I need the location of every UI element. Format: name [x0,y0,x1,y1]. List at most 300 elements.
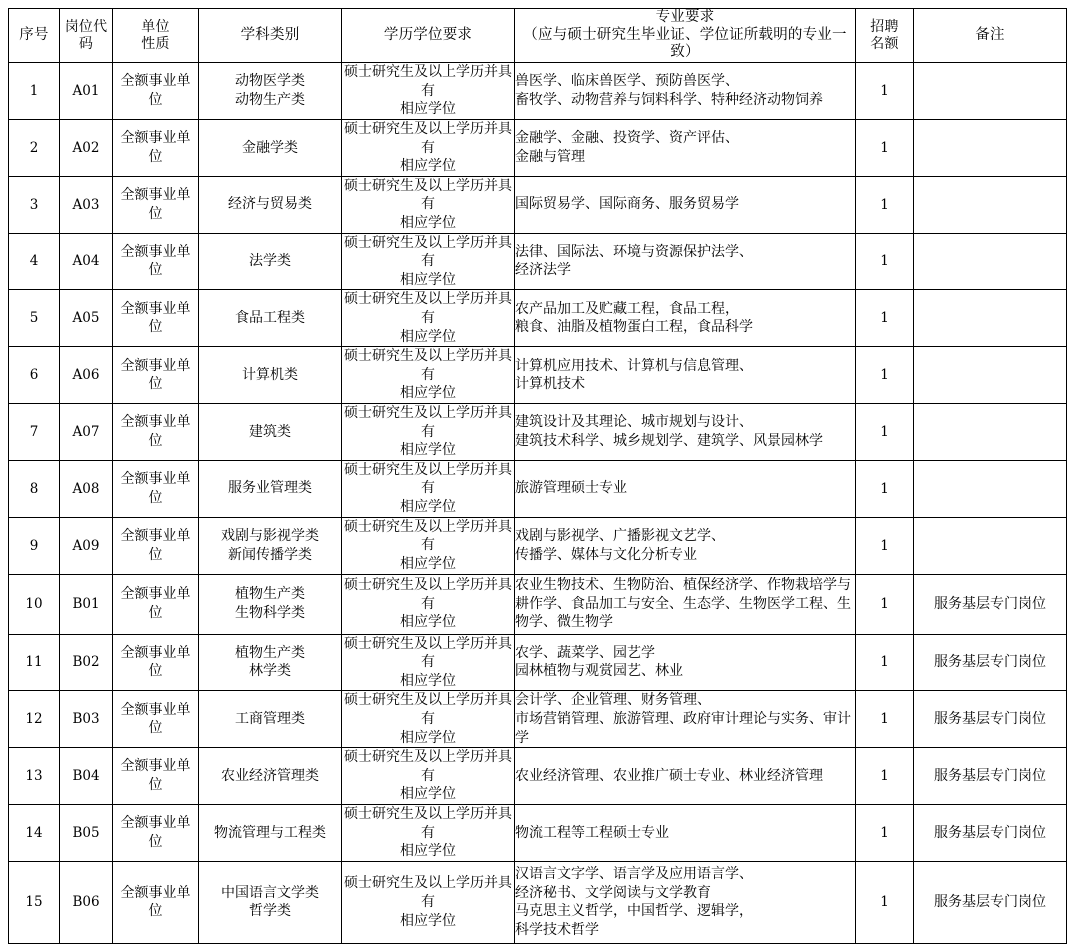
cell-degree-requirement [342,176,515,233]
table-header-row [9,9,1067,63]
cell-discipline [199,517,342,574]
cell-degree-requirement-line: 相应学位 [400,729,456,746]
cell-position-code-line: B04 [72,768,100,785]
cell-recruit-quota-line: 1 [880,894,889,911]
cell-unit-nature-line: 位 [148,148,163,165]
cell-discipline-line: 建筑类 [249,423,291,440]
cell-recruit-quota-line: 1 [880,253,889,270]
column-header-code-line1: 岗位代 [64,19,108,36]
cell-position-code [60,634,113,691]
cell-discipline [199,233,342,290]
column-header-code [60,9,113,63]
cell-degree-requirement [342,634,515,691]
cell-position-code-line: A08 [72,480,100,497]
cell-major-requirement-line: 畜牧学、动物营养与饲料科学、特种经济动物饲养 [515,91,823,108]
cell-unit-nature [113,176,199,233]
cell-unit-nature-line: 全额事业单 [120,130,191,147]
cell-remark [914,574,1067,634]
cell-unit-nature [113,748,199,805]
cell-recruit-quota-line: 1 [880,423,889,440]
cell-major-requirement-line: 马克思主义哲学，中国哲学、逻辑学， [515,903,753,920]
cell-degree-requirement-line: 硕士研究生及以上学历并具有 [344,875,512,911]
cell-sequence-number-line: 10 [25,596,43,613]
table-row [9,460,1067,517]
cell-degree-requirement [342,861,515,943]
recruitment-positions-table [8,8,1067,944]
cell-unit-nature-line: 全额事业单 [120,300,191,317]
cell-unit-nature-line: 位 [148,91,163,108]
recruitment-table-sheet [8,8,1066,944]
cell-unit-nature-line: 位 [148,546,163,563]
column-header-major [515,9,856,63]
cell-position-code-line: B02 [72,654,100,671]
cell-sequence-number [9,404,60,461]
cell-degree-requirement [342,404,515,461]
cell-unit-nature-line: 全额事业单 [120,187,191,204]
table-row [9,861,1067,943]
cell-position-code-line: B06 [72,894,100,911]
cell-degree-requirement-line: 相应学位 [400,328,456,345]
table-row [9,634,1067,691]
cell-degree-requirement-line: 硕士研究生及以上学历并具有 [344,806,512,841]
cell-degree-requirement-line: 硕士研究生及以上学历并具有 [344,461,512,497]
cell-degree-requirement-line: 相应学位 [400,385,456,402]
cell-remark-line: 服务基层专门岗位 [934,894,1046,911]
cell-unit-nature [113,460,199,517]
cell-position-code [60,176,113,233]
cell-sequence-number-line: 3 [29,196,39,213]
cell-discipline [199,119,342,176]
cell-position-code [60,233,113,290]
cell-recruit-quota [856,233,914,290]
cell-degree-requirement-line: 相应学位 [400,786,456,803]
cell-recruit-quota [856,861,914,943]
cell-degree-requirement [342,574,515,634]
cell-sequence-number [9,233,60,290]
cell-position-code-line: A04 [72,253,100,270]
cell-recruit-quota-line: 1 [880,596,889,613]
table-row [9,691,1067,748]
cell-unit-nature-line: 位 [148,489,163,506]
table-row [9,63,1067,120]
cell-recruit-quota-line: 1 [880,82,889,99]
cell-major-requirement-line: 会计学、企业管理、财务管理、 [515,692,711,709]
cell-major-requirement-line: 戏剧与影视学、广播影视文艺学、 [515,527,725,544]
cell-recruit-quota [856,347,914,404]
cell-degree-requirement-line: 硕士研究生及以上学历并具有 [344,749,512,784]
cell-remark [914,347,1067,404]
cell-unit-nature [113,861,199,943]
cell-discipline [199,691,342,748]
cell-sequence-number-line: 6 [29,367,39,384]
cell-unit-nature-line: 全额事业单 [120,884,191,901]
cell-unit-nature-line: 全额事业单 [120,758,191,775]
cell-discipline-line: 物流管理与工程类 [214,824,326,841]
cell-recruit-quota [856,404,914,461]
cell-degree-requirement-line: 硕士研究生及以上学历并具有 [344,577,512,612]
cell-degree-requirement-line: 相应学位 [400,912,456,929]
cell-degree-requirement-line: 硕士研究生及以上学历并具有 [344,692,512,727]
cell-remark [914,63,1067,120]
cell-major-requirement [515,347,856,404]
cell-unit-nature-line: 位 [148,432,163,449]
cell-unit-nature-line: 位 [148,720,163,737]
cell-degree-requirement [342,748,515,805]
column-header-seq [9,9,60,63]
cell-degree-requirement-line: 相应学位 [400,672,456,689]
cell-unit-nature [113,63,199,120]
cell-unit-nature-line: 全额事业单 [120,701,191,718]
cell-discipline [199,805,342,862]
cell-position-code-line: A01 [72,82,100,99]
cell-unit-nature [113,574,199,634]
column-header-discipline [199,9,342,63]
cell-unit-nature-line: 位 [148,605,163,622]
cell-sequence-number [9,517,60,574]
cell-remark-line: 服务基层专门岗位 [934,767,1046,784]
cell-remark [914,290,1067,347]
cell-recruit-quota-line: 1 [880,196,889,213]
cell-unit-nature-line: 位 [148,663,163,680]
cell-major-requirement-line: 农业生物技术、生物防治、植保经济学、作物栽培学与耕作学、食品加工与安全、生态学、生物医学工程、生物学、微生物学 [515,577,851,631]
cell-unit-nature-line: 位 [148,205,163,222]
table-row [9,748,1067,805]
cell-unit-nature [113,404,199,461]
cell-degree-requirement-line: 相应学位 [400,614,456,631]
cell-degree-requirement [342,63,515,120]
table-row [9,805,1067,862]
cell-remark [914,748,1067,805]
cell-discipline [199,460,342,517]
cell-discipline-line: 植物生产类 [235,644,305,661]
cell-discipline [199,634,342,691]
cell-unit-nature-line: 全额事业单 [120,527,191,544]
table-row [9,119,1067,176]
cell-remark [914,404,1067,461]
cell-major-requirement-line: 旅游管理硕士专业 [515,480,627,497]
cell-position-code-line: A05 [72,310,100,327]
cell-unit-nature [113,347,199,404]
cell-discipline [199,63,342,120]
cell-major-requirement [515,119,856,176]
cell-major-requirement-line: 物流工程等工程硕士专业 [515,824,669,841]
cell-position-code [60,805,113,862]
cell-unit-nature [113,634,199,691]
cell-sequence-number-line: 7 [29,423,39,440]
cell-recruit-quota [856,634,914,691]
cell-degree-requirement-line: 相应学位 [400,843,456,860]
cell-discipline-line: 动物医学类 [235,73,305,90]
cell-sequence-number-line: 13 [25,768,43,785]
cell-sequence-number [9,634,60,691]
column-header-major-line1: 专业要求 [655,9,715,25]
cell-degree-requirement [342,517,515,574]
cell-degree-requirement [342,347,515,404]
table-body [9,63,1067,944]
cell-remark-line: 服务基层专门岗位 [934,654,1046,671]
cell-remark [914,119,1067,176]
cell-degree-requirement [342,119,515,176]
cell-discipline-line: 植物生产类 [235,586,305,603]
column-header-discipline-label: 学科类别 [240,26,300,43]
cell-major-requirement [515,176,856,233]
cell-discipline [199,290,342,347]
column-header-seq-label: 序号 [19,26,49,43]
cell-recruit-quota-line: 1 [880,824,889,841]
cell-remark [914,861,1067,943]
cell-major-requirement [515,748,856,805]
cell-major-requirement-line: 农学、蔬菜学、园艺学 [515,644,655,661]
cell-sequence-number-line: 15 [25,894,43,911]
cell-discipline-line: 法学类 [249,253,291,270]
column-header-nature-line1: 单位 [141,19,170,36]
cell-unit-nature-line: 全额事业单 [120,586,191,603]
cell-degree-requirement [342,691,515,748]
cell-discipline-line: 金融学类 [242,139,298,156]
cell-discipline [199,861,342,943]
cell-position-code-line: B05 [72,824,100,841]
cell-major-requirement-line: 传播学、媒体与文化分析专业 [515,546,697,563]
cell-recruit-quota-line: 1 [880,711,889,728]
cell-unit-nature [113,233,199,290]
cell-sequence-number-line: 4 [29,253,39,270]
table-row [9,290,1067,347]
cell-unit-nature-line: 位 [148,903,163,920]
cell-discipline-line: 工商管理类 [235,710,305,727]
cell-unit-nature-line: 全额事业单 [120,414,191,431]
cell-discipline-line: 食品工程类 [235,309,305,326]
table-header [9,9,1067,63]
cell-degree-requirement [342,805,515,862]
table-row [9,404,1067,461]
cell-sequence-number [9,691,60,748]
cell-position-code [60,63,113,120]
cell-degree-requirement-line: 硕士研究生及以上学历并具有 [344,635,512,671]
column-header-nature-line2: 性质 [141,35,170,52]
cell-position-code [60,748,113,805]
column-header-degree-label: 学历学位要求 [383,26,473,43]
cell-major-requirement [515,574,856,634]
column-header-remark-label: 备注 [975,26,1005,43]
cell-recruit-quota [856,748,914,805]
cell-sequence-number [9,63,60,120]
column-header-nature [113,9,199,63]
cell-discipline-line: 农业经济管理类 [221,767,319,784]
cell-position-code [60,119,113,176]
cell-major-requirement [515,63,856,120]
cell-unit-nature-line: 位 [148,376,163,393]
cell-position-code [60,290,113,347]
cell-recruit-quota [856,119,914,176]
cell-sequence-number [9,861,60,943]
cell-degree-requirement-line: 硕士研究生及以上学历并具有 [344,120,512,156]
cell-unit-nature [113,290,199,347]
cell-sequence-number [9,805,60,862]
cell-unit-nature-line: 全额事业单 [120,243,191,260]
cell-degree-requirement-line: 硕士研究生及以上学历并具有 [344,64,512,99]
cell-major-requirement-line: 经济秘书、文学阅读与文学教育 [515,884,711,901]
cell-major-requirement [515,634,856,691]
cell-major-requirement-line: 汉语言文字学、语言学及应用语言学、 [515,866,753,883]
cell-position-code-line: B01 [72,596,100,613]
cell-recruit-quota-line: 1 [880,480,889,497]
cell-recruit-quota-line: 1 [880,537,889,554]
cell-unit-nature [113,517,199,574]
column-header-remark [914,9,1067,63]
cell-degree-requirement-line: 相应学位 [400,271,456,288]
cell-position-code-line: A09 [72,537,100,554]
cell-recruit-quota [856,691,914,748]
cell-degree-requirement-line: 硕士研究生及以上学历并具有 [344,291,512,326]
cell-discipline [199,748,342,805]
cell-degree-requirement [342,290,515,347]
table-row [9,176,1067,233]
cell-major-requirement-line: 金融学、金融、投资学、资产评估、 [515,130,739,147]
cell-discipline [199,574,342,634]
cell-discipline [199,347,342,404]
cell-recruit-quota-line: 1 [880,367,889,384]
cell-recruit-quota-line: 1 [880,310,889,327]
cell-recruit-quota [856,176,914,233]
cell-discipline-line: 动物生产类 [235,91,305,108]
cell-remark [914,460,1067,517]
cell-degree-requirement-line: 相应学位 [400,101,456,118]
cell-major-requirement [515,404,856,461]
cell-recruit-quota [856,63,914,120]
cell-position-code [60,460,113,517]
cell-major-requirement-line: 计算机技术 [515,376,585,393]
cell-remark-line: 服务基层专门岗位 [934,824,1046,841]
cell-recruit-quota-line: 1 [880,139,889,156]
cell-degree-requirement-line: 硕士研究生及以上学历并具有 [344,518,512,554]
cell-major-requirement-line: 经济法学 [515,262,571,279]
cell-major-requirement [515,460,856,517]
cell-position-code [60,691,113,748]
cell-major-requirement-line: 国际贸易学、国际商务、服务贸易学 [515,196,739,213]
cell-unit-nature-line: 全额事业单 [120,471,191,488]
cell-unit-nature-line: 位 [148,777,163,794]
cell-major-requirement-line: 粮食、油脂及植物蛋白工程，食品科学 [515,319,753,336]
cell-sequence-number-line: 11 [25,654,43,671]
cell-recruit-quota [856,574,914,634]
cell-sequence-number-line: 14 [25,824,43,841]
cell-recruit-quota-line: 1 [880,768,889,785]
cell-discipline-line: 经济与贸易类 [228,196,312,213]
cell-degree-requirement-line: 相应学位 [400,158,456,175]
cell-unit-nature [113,691,199,748]
cell-position-code-line: B03 [72,711,100,728]
cell-recruit-quota [856,517,914,574]
table-row [9,574,1067,634]
cell-discipline [199,176,342,233]
table-row [9,347,1067,404]
cell-recruit-quota-line: 1 [880,654,889,671]
cell-sequence-number-line: 9 [29,537,39,554]
cell-sequence-number [9,347,60,404]
cell-sequence-number [9,574,60,634]
cell-discipline-line: 计算机类 [242,366,298,383]
cell-sequence-number [9,290,60,347]
cell-position-code [60,574,113,634]
cell-remark [914,805,1067,862]
cell-major-requirement-line: 建筑设计及其理论、城市规划与设计、 [515,414,753,431]
cell-degree-requirement-line: 硕士研究生及以上学历并具有 [344,177,512,213]
cell-major-requirement [515,861,856,943]
cell-degree-requirement [342,460,515,517]
cell-major-requirement-line: 兽医学、临床兽医学、预防兽医学、 [515,73,739,90]
column-header-major-line2: （应与硕士研究生毕业证、学位证所载明的专业一致） [523,26,847,61]
cell-unit-nature-line: 全额事业单 [120,644,191,661]
cell-major-requirement [515,290,856,347]
cell-position-code [60,861,113,943]
cell-major-requirement-line: 园林植物与观赏园艺、林业 [515,663,683,680]
cell-degree-requirement-line: 相应学位 [400,499,456,516]
cell-position-code-line: A07 [72,423,100,440]
cell-discipline-line: 生物科学类 [235,605,305,622]
cell-major-requirement-line: 计算机应用技术、计算机与信息管理、 [515,357,753,374]
cell-major-requirement [515,805,856,862]
cell-sequence-number-line: 1 [29,82,39,99]
table-row [9,517,1067,574]
cell-discipline-line: 中国语言文学类 [221,884,319,901]
column-header-quota [856,9,914,63]
cell-discipline [199,404,342,461]
cell-sequence-number [9,460,60,517]
cell-position-code-line: A02 [72,139,100,156]
cell-sequence-number-line: 12 [25,711,43,728]
cell-discipline-line: 戏剧与影视学类 [221,527,319,544]
cell-degree-requirement-line: 硕士研究生及以上学历并具有 [344,405,512,440]
cell-remark [914,517,1067,574]
cell-unit-nature-line: 全额事业单 [120,357,191,374]
cell-position-code-line: A03 [72,196,100,213]
cell-unit-nature-line: 全额事业单 [120,815,191,832]
cell-unit-nature-line: 位 [148,262,163,279]
cell-position-code [60,404,113,461]
cell-major-requirement-line: 市场营销管理、旅游管理、政府审计理论与实务、审计学 [515,710,851,746]
cell-degree-requirement-line: 硕士研究生及以上学历并具有 [344,234,512,270]
cell-sequence-number-line: 5 [29,310,39,327]
cell-degree-requirement [342,233,515,290]
cell-unit-nature [113,805,199,862]
cell-remark-line: 服务基层专门岗位 [934,595,1046,612]
cell-sequence-number-line: 2 [29,139,39,156]
cell-degree-requirement-line: 相应学位 [400,214,456,231]
column-header-quota-line2: 名额 [870,35,899,52]
cell-major-requirement [515,691,856,748]
cell-remark [914,634,1067,691]
cell-remark [914,691,1067,748]
cell-discipline-line: 哲学类 [249,903,291,920]
cell-major-requirement [515,517,856,574]
cell-discipline-line: 新闻传播学类 [228,546,312,563]
cell-sequence-number-line: 8 [29,480,39,497]
cell-major-requirement [515,233,856,290]
column-header-quota-line1: 招聘 [870,19,899,36]
cell-unit-nature-line: 位 [148,319,163,336]
cell-position-code [60,347,113,404]
cell-sequence-number [9,748,60,805]
cell-unit-nature-line: 全额事业单 [120,73,191,90]
cell-remark-line: 服务基层专门岗位 [934,710,1046,727]
cell-degree-requirement-line: 相应学位 [400,555,456,572]
cell-recruit-quota [856,290,914,347]
table-row [9,233,1067,290]
cell-major-requirement-line: 建筑技术科学、城乡规划学、建筑学、风景园林学 [515,432,823,449]
cell-major-requirement-line: 法律、国际法、环境与资源保护法学、 [515,243,753,260]
column-header-code-line2: 码 [78,35,94,52]
cell-unit-nature-line: 位 [148,833,163,850]
